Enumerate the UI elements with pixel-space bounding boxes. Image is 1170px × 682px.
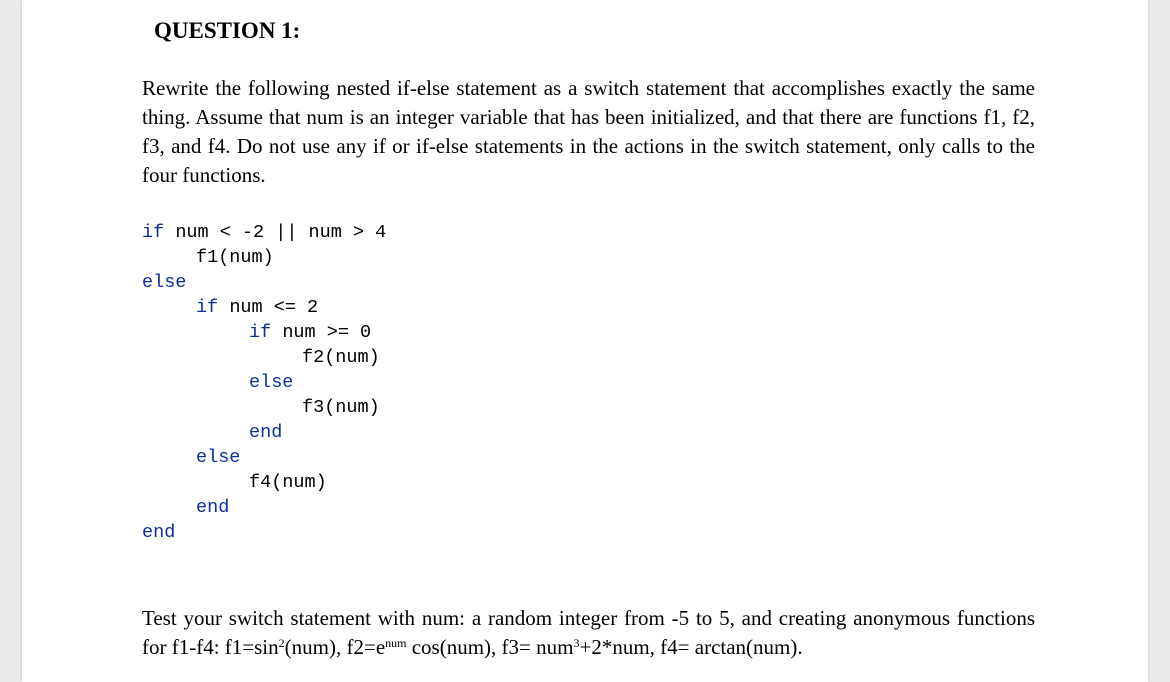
question-instructions: Rewrite the following nested if-else statement as a switch statement that accomplishes exactly the same thing. Assume that num is an integer variable that has been initialized, and that there are functions f1, f2, f3, and f4. Do not use any if or if-else statements in the actions in the switch statement, only calls to the four functions. xyxy=(142,76,1035,187)
code-line-4 xyxy=(196,295,318,320)
test-text-part: cos(num), f3= num xyxy=(406,635,574,659)
code-line-11: f4(num) xyxy=(249,472,327,493)
keyword-if: if xyxy=(249,322,272,343)
code-line-2: f1(num) xyxy=(196,247,274,268)
code-line-12 xyxy=(196,495,229,520)
code-line-10 xyxy=(196,445,240,470)
code-line-3 xyxy=(142,270,186,295)
question-title: QUESTION 1: xyxy=(154,18,301,43)
superscript: 3 xyxy=(573,635,580,650)
superscript: 2 xyxy=(278,635,285,650)
keyword-if: if xyxy=(142,222,165,243)
document-page xyxy=(22,0,1148,682)
test-text-part: (num), f2=e xyxy=(284,635,386,659)
keyword-else: else xyxy=(142,272,187,293)
condition-text: num >= 0 xyxy=(271,322,372,343)
keyword-if: if xyxy=(196,297,219,318)
superscript: num xyxy=(385,635,407,650)
test-instructions xyxy=(142,604,1035,662)
test-text-part: +2*num, f4= arctan(num). xyxy=(579,635,803,659)
code-line-9 xyxy=(249,420,282,445)
keyword-else: else xyxy=(196,447,241,468)
keyword-end: end xyxy=(249,422,283,443)
keyword-end: end xyxy=(196,497,230,518)
code-line-1 xyxy=(142,220,386,245)
keyword-end: end xyxy=(142,522,176,543)
code-line-6: f2(num) xyxy=(302,347,380,368)
code-line-5 xyxy=(249,320,371,345)
keyword-else: else xyxy=(249,372,294,393)
condition-text: num <= 2 xyxy=(218,297,319,318)
code-line-8: f3(num) xyxy=(302,397,380,418)
condition-text: num < -2 || num > 4 xyxy=(164,222,387,243)
code-line-7 xyxy=(249,370,293,395)
test-text-part: Test your switch statement with num: a random integer from -5 to 5, and creating anonymous functions for f1-f4: f1=sin xyxy=(142,606,1035,659)
code-line-13 xyxy=(142,520,175,545)
